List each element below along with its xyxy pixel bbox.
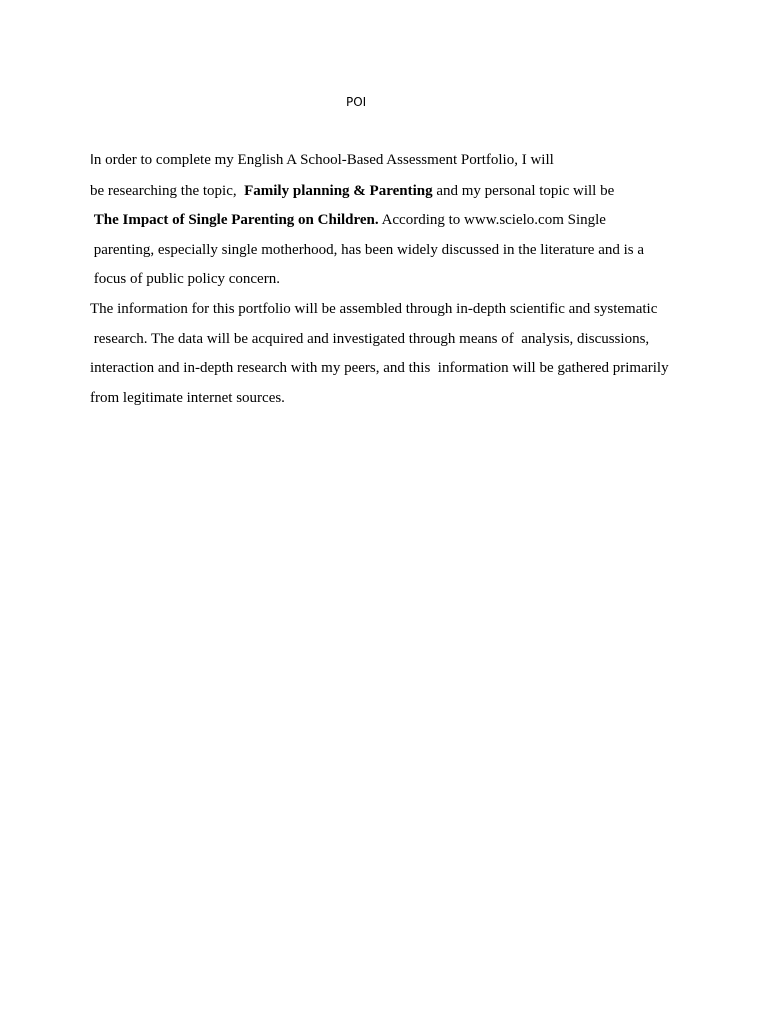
text-run: be researching the topic, — [90, 183, 245, 199]
topic-title: Family planning & Parenting — [244, 183, 433, 199]
paragraph-line: from legitimate internet sources. — [90, 390, 285, 406]
paragraph-line — [90, 150, 554, 171]
paragraph-line — [90, 181, 614, 201]
drop-letter: I — [90, 153, 94, 168]
paragraph-line — [90, 210, 606, 230]
page-title: POI — [346, 95, 367, 109]
paragraph-line: parenting, especially single motherhood, has been widely discussed in the literature and is a — [90, 242, 645, 258]
text-run: According to www.scielo.com Single — [378, 212, 606, 228]
paragraph-line: research. The data will be acquired and investigated through means of analysis, discussions, — [90, 331, 650, 347]
personal-topic-title: The Impact of Single Parenting on Children. — [93, 212, 379, 228]
paragraph-line: interaction and in-depth research with my peers, and this information will be gathered primarily — [90, 360, 669, 376]
paragraph-line: focus of public policy concern. — [90, 271, 280, 287]
paragraph-line: The information for this portfolio will be assembled through in-depth scientific and systematic — [90, 301, 658, 317]
text-run: n order to complete my English A School-Based Assessment Portfolio, I will — [93, 152, 554, 168]
text-run: and my personal topic will be — [432, 183, 615, 199]
